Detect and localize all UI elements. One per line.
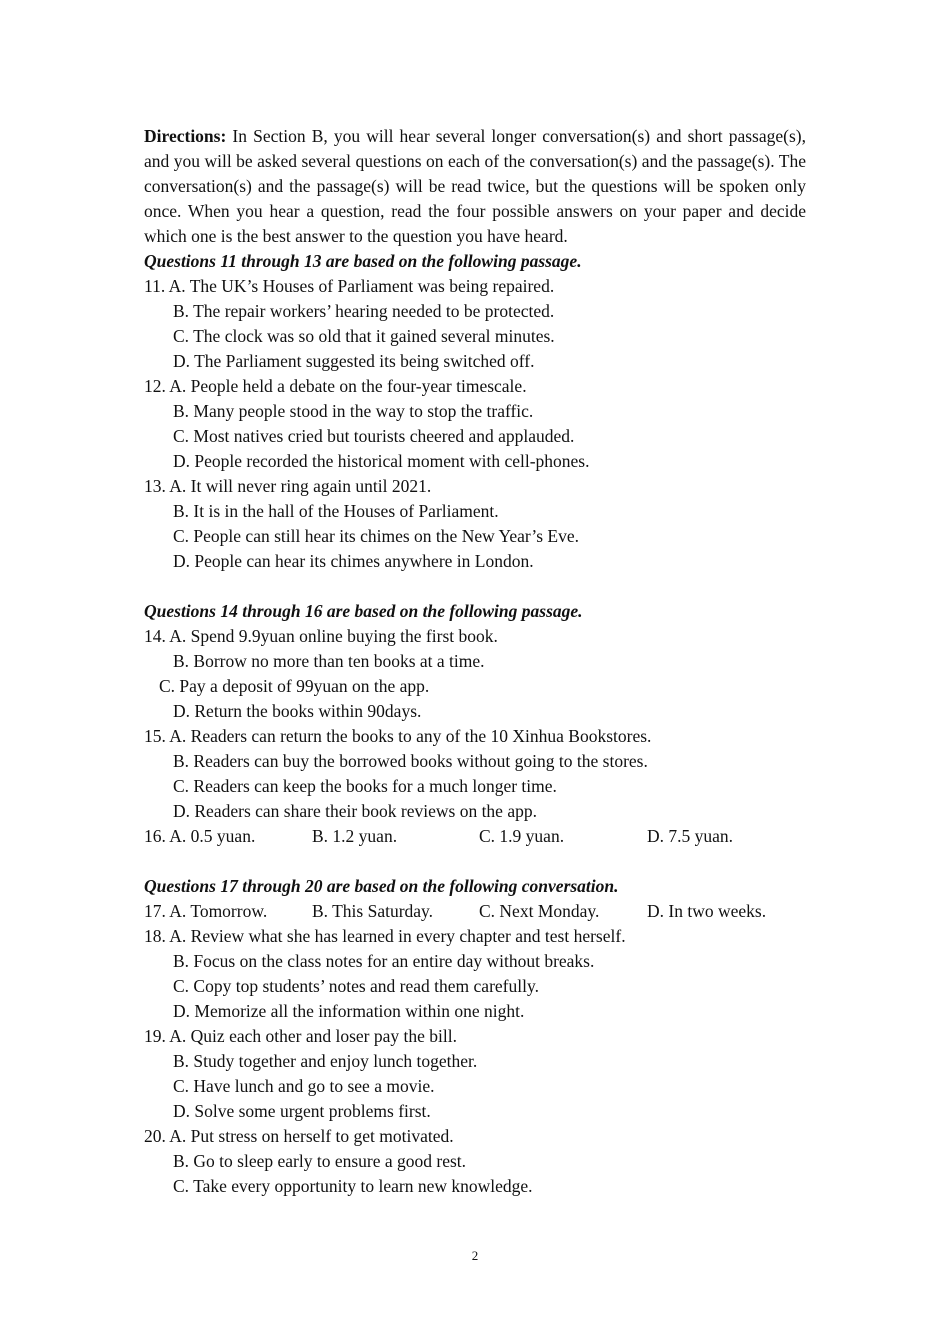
- question-11-option-b: B. The repair workers’ hearing needed to be protected.: [173, 301, 555, 321]
- question-18-option-a: 18. A. Review what she has learned in every chapter and test herself.: [144, 926, 626, 946]
- question-17-option-d: D. In two weeks.: [647, 901, 767, 921]
- question-14-option-c: C. Pay a deposit of 99yuan on the app.: [159, 676, 430, 696]
- question-16-option-b: B. 1.2 yuan.: [312, 826, 398, 846]
- question-15-option-d: D. Readers can share their book reviews on the app.: [173, 801, 537, 821]
- question-17-option-a: 17. A. Tomorrow.: [144, 901, 268, 921]
- question-20-option-c: C. Take every opportunity to learn new knowledge.: [173, 1176, 533, 1196]
- question-18-option-c: C. Copy top students’ notes and read them carefully.: [173, 976, 539, 996]
- section-heading: Questions 14 through 16 are based on the following passage.: [144, 601, 583, 621]
- directions-paragraph: [144, 124, 806, 249]
- question-11-option-a: 11. A. The UK’s Houses of Parliament was being repaired.: [144, 276, 555, 296]
- question-17-options: [144, 899, 806, 924]
- question-13-option-b: B. It is in the hall of the Houses of Parliament.: [173, 501, 499, 521]
- question-13-option-d: D. People can hear its chimes anywhere in London.: [173, 551, 534, 571]
- question-12-option-b: B. Many people stood in the way to stop the traffic.: [173, 401, 534, 421]
- question-17-option-b: B. This Saturday.: [312, 901, 434, 921]
- question-16-option-c: C. 1.9 yuan.: [479, 826, 565, 846]
- question-18-option-d: D. Memorize all the information within one night.: [173, 1001, 525, 1021]
- spacer: [144, 849, 806, 874]
- question-14-option-a: 14. A. Spend 9.9yuan online buying the first book.: [144, 626, 498, 646]
- question-19-option-c: C. Have lunch and go to see a movie.: [173, 1076, 435, 1096]
- question-15-option-a: 15. A. Readers can return the books to any of the 10 Xinhua Bookstores.: [144, 726, 652, 746]
- question-12-option-c: C. Most natives cried but tourists cheered and applauded.: [173, 426, 575, 446]
- question-11-option-c: C. The clock was so old that it gained several minutes.: [173, 326, 555, 346]
- page-number: 2: [471, 1248, 479, 1263]
- section-heading: Questions 17 through 20 are based on the following conversation.: [144, 876, 619, 896]
- question-12-option-d: D. People recorded the historical moment with cell-phones.: [173, 451, 590, 471]
- question-14-option-b: B. Borrow no more than ten books at a time.: [173, 651, 485, 671]
- question-11-option-d: D. The Parliament suggested its being switched off.: [173, 351, 535, 371]
- section-heading: Questions 11 through 13 are based on the following passage.: [144, 251, 582, 271]
- directions-label: Directions:: [144, 126, 227, 146]
- directions-text: In Section B, you will hear several longer conversation(s) and short passage(s), and you will be asked several questions on each of the conversation(s) and the passage(s). The conversation(s) and the passage(s) will be read twice, but the questions will be spoken only once. When you hear a question, read the four possible answers on your paper and decide which one is the best answer to the question you have heard.: [144, 126, 806, 246]
- question-13-option-c: C. People can still hear its chimes on the New Year’s Eve.: [173, 526, 579, 546]
- question-18-option-b: B. Focus on the class notes for an entire day without breaks.: [173, 951, 595, 971]
- question-19-option-a: 19. A. Quiz each other and loser pay the bill.: [144, 1026, 457, 1046]
- question-14-option-d: D. Return the books within 90days.: [173, 701, 422, 721]
- question-20-option-b: B. Go to sleep early to ensure a good rest.: [173, 1151, 467, 1171]
- question-12-option-a: 12. A. People held a debate on the four-year timescale.: [144, 376, 527, 396]
- question-19-option-d: D. Solve some urgent problems first.: [173, 1101, 431, 1121]
- question-15-option-c: C. Readers can keep the books for a much longer time.: [173, 776, 557, 796]
- question-13-option-a: 13. A. It will never ring again until 2021.: [144, 476, 432, 496]
- spacer: [144, 574, 806, 599]
- question-16-options: [144, 824, 806, 849]
- question-16-option-a: 16. A. 0.5 yuan.: [144, 826, 256, 846]
- question-16-option-d: D. 7.5 yuan.: [647, 826, 734, 846]
- question-19-option-b: B. Study together and enjoy lunch together.: [173, 1051, 478, 1071]
- exam-page: [144, 124, 806, 1199]
- question-20-option-a: 20. A. Put stress on herself to get motivated.: [144, 1126, 454, 1146]
- question-17-option-c: C. Next Monday.: [479, 901, 600, 921]
- question-15-option-b: B. Readers can buy the borrowed books without going to the stores.: [173, 751, 648, 771]
